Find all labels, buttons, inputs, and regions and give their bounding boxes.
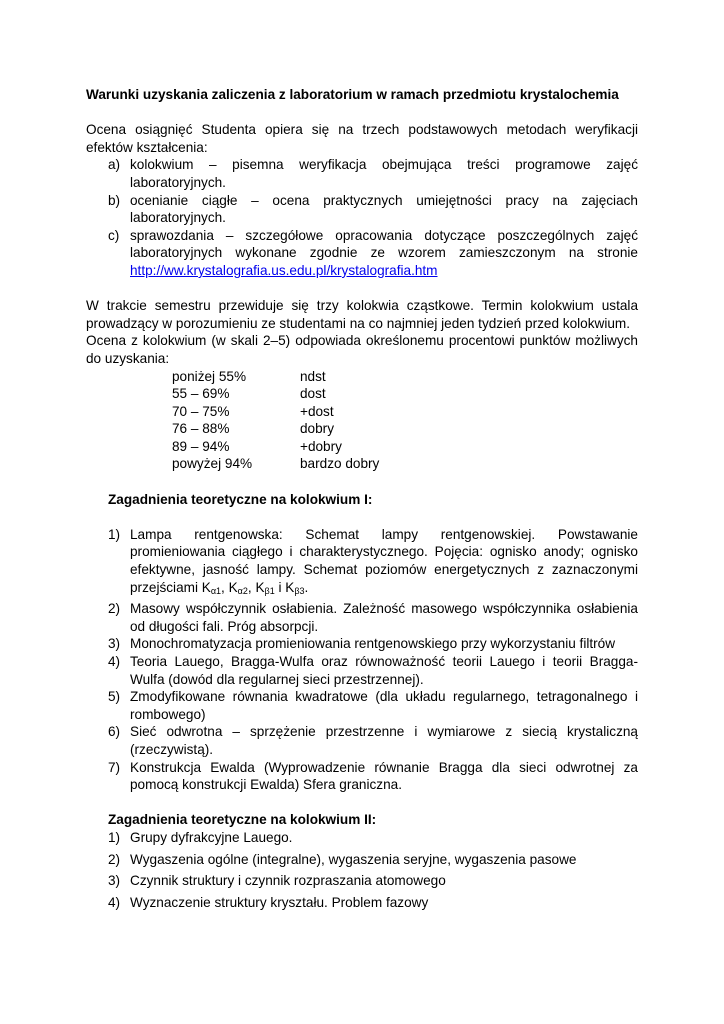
list-item-text: i K: [274, 579, 295, 595]
grade-value: ndst: [300, 368, 326, 384]
krystalografia-link[interactable]: http://ww.krystalografia.us.edu.pl/krystalografia.htm: [130, 262, 438, 278]
grade-value: dobry: [300, 421, 335, 437]
table-row: [172, 420, 379, 438]
list-marker: 1): [108, 829, 121, 845]
section2-heading: Zagadnienia teoretyczne na kolokwium II:: [108, 812, 377, 828]
grade-range: 55 – 69%: [172, 386, 230, 402]
list-item: [86, 635, 638, 653]
list-item: [86, 227, 638, 280]
list-item-text: Sieć odwrotna – sprzężenie przestrzenne i wymiarowe z siecią krystaliczną (rzeczywistą).: [130, 724, 638, 757]
list-marker: 4): [108, 894, 121, 910]
list-item: [86, 829, 638, 847]
grade-range: 76 – 88%: [172, 421, 230, 437]
subscript: β1: [264, 585, 275, 596]
list-item: [86, 723, 638, 758]
list-item-text: ocenianie ciągłe – ocena praktycznych umiejętności pracy na zajęciach laboratoryjnych.: [130, 192, 638, 226]
list-item-text: Konstrukcja Ewalda (Wyprowadzenie równanie Bragga dla sieci odwrotnej za pomocą konstrukcji Ewalda) Sfera graniczna.: [130, 759, 638, 793]
list-item: [86, 526, 638, 600]
grade-range: 70 – 75%: [172, 403, 230, 419]
list-marker: 1): [108, 526, 121, 542]
list-marker: 3): [108, 873, 121, 889]
list-item-text: kolokwium – pisemna weryfikacja obejmująca treści programowe zajęć laboratoryjnych.: [130, 157, 638, 190]
list-marker: 7): [108, 759, 121, 775]
grade-value: dost: [300, 386, 326, 402]
list-item: [86, 688, 638, 723]
grading-paragraph: Ocena z kolokwium (w skali 2–5) odpowiada określonemu procentowi punktów możliwych do uzyskania:: [86, 333, 638, 366]
table-row: [172, 455, 379, 473]
list-marker: 2): [108, 601, 121, 617]
grade-range: poniżej 55%: [172, 368, 247, 384]
list-item-text: , K: [247, 579, 265, 595]
table-row: [172, 368, 379, 386]
subscript: α2: [237, 585, 248, 596]
document-title: Warunki uzyskania zaliczenia z laboratorium w ramach przedmiotu krystalochemia: [86, 87, 619, 102]
methods-list: [86, 156, 638, 279]
list-item: [86, 894, 638, 912]
list-marker: 5): [108, 689, 121, 705]
table-row: [172, 403, 379, 421]
list-marker: 4): [108, 654, 121, 669]
list-marker: c): [108, 227, 120, 243]
list-item-text: Monochromatyzacja promieniowania rentgenowskiego przy wykorzystaniu filtrów: [130, 636, 616, 652]
list-item: [86, 156, 638, 191]
list-marker: 6): [108, 724, 121, 740]
list-item-text: Wygaszenia ogólne (integralne), wygaszenia seryjne, wygaszenia pasowe: [130, 851, 577, 867]
list-item-text: Grupy dyfrakcyjne Lauego.: [130, 829, 293, 845]
subscript: α1: [210, 585, 222, 596]
list-item: [86, 192, 638, 227]
colloquium-paragraph: W trakcie semestru przewiduje się trzy kolokwia cząstkowe. Termin kolokwium ustala prowadzący w porozumieniu ze studentami na co najmniej jeden tydzień przed kolokwium.: [86, 298, 638, 331]
list-marker: 3): [108, 636, 121, 652]
list-item-text: sprawozdania – szczegółowe opracowania dotyczące poszczególnych zajęć laboratoryjnych wykonane zgodnie ze wzorem zamieszczonym na stronie: [130, 227, 638, 261]
section1-heading: Zagadnienia teoretyczne na kolokwium I:: [108, 491, 373, 507]
grade-range: powyżej 94%: [172, 456, 253, 472]
list-item-text: Wyznaczenie struktury kryształu. Problem fazowy: [130, 894, 429, 910]
list-item-text: Lampa rentgenowska: Schemat lampy rentgenowskiej. Powstawanie promieniowania ciągłego i charakterystycznego. Pojęcia: ognisko anody; ognisko efektywne, jasność lampy. Schemat poziomów energetycznych z zaznaczonymi przejściami K: [130, 526, 638, 595]
subscript: β3: [294, 585, 305, 596]
list-item-text: Czynnik struktury i czynnik rozpraszania atomowego: [130, 873, 446, 889]
list-item: [86, 600, 638, 635]
list-item: [86, 653, 638, 688]
list-item: [86, 872, 638, 890]
list-item-text: .: [304, 579, 309, 595]
list-marker: a): [108, 157, 121, 173]
list-item-text: , K: [221, 579, 238, 595]
list-marker: b): [108, 192, 121, 208]
grade-range: 89 – 94%: [172, 438, 230, 454]
list-item: [86, 851, 638, 869]
list-item-text: Teoria Lauego, Bragga-Wulfa oraz równoważność teorii Lauego i teorii Bragga-Wulfa (dowód dla regularnej sieci przestrzennej).: [130, 654, 638, 687]
section2-list: [86, 829, 638, 911]
table-row: [172, 385, 379, 403]
list-item: [86, 759, 638, 794]
grade-value: bardzo dobry: [300, 456, 380, 472]
section1-list: [86, 526, 638, 794]
list-item-text: Masowy współczynnik osłabienia. Zależność masowego współczynnika osłabienia od długości fali. Próg absorpcji.: [130, 601, 638, 634]
grading-table: [172, 368, 379, 474]
intro-paragraph: Ocena osiągnięć Studenta opiera się na trzech podstawowych metodach weryfikacji efektów kształcenia:: [86, 122, 638, 155]
grade-value: +dost: [300, 403, 334, 419]
list-item-text: Zmodyfikowane równania kwadratowe (dla układu regularnego, tetragonalnego i rombowego): [130, 689, 638, 722]
grade-value: +dobry: [300, 438, 342, 454]
list-marker: 2): [108, 851, 121, 867]
table-row: [172, 438, 379, 456]
